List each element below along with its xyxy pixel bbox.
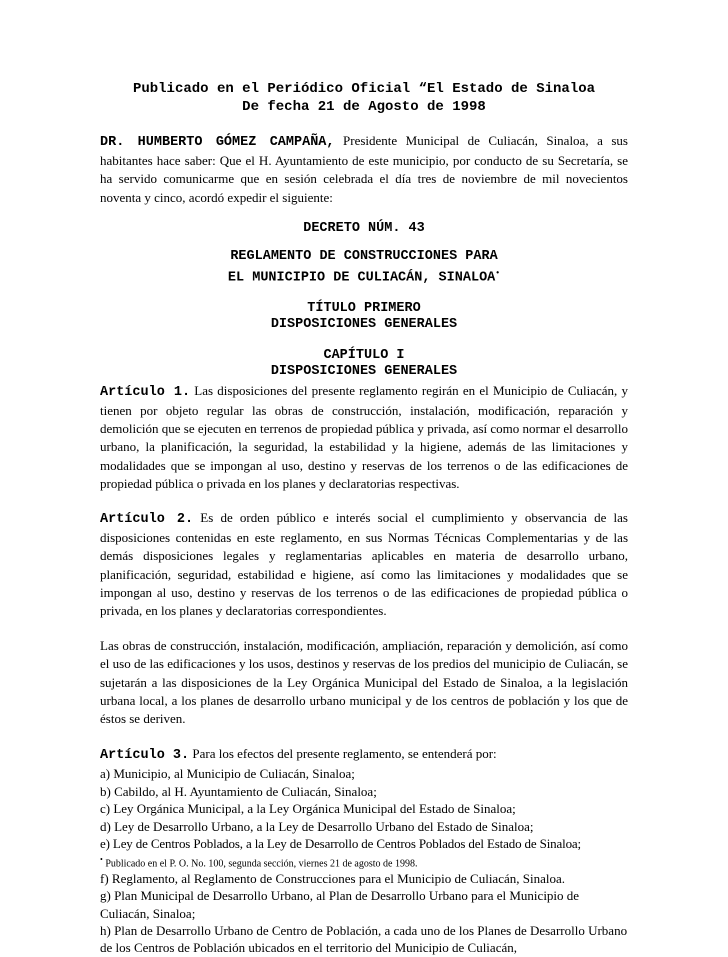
list-item: b) Cabildo, al H. Ayuntamiento de Culiacán, Sinaloa; — [100, 783, 377, 799]
intro-paragraph — [100, 132, 628, 207]
definitions-list — [100, 765, 628, 956]
articulo1-paragraph — [100, 382, 628, 493]
capitulo-line2: DISPOSICIONES GENERALES — [270, 364, 458, 380]
titulo-heading — [100, 301, 628, 334]
list-item: d) Ley de Desarrollo Urbano, a la Ley de Desarrollo Urbano del Estado de Sinaloa; — [100, 818, 534, 834]
articulo1-lead: Artículo 1. — [100, 384, 191, 400]
articulo2-paragraph — [100, 509, 628, 620]
list-item: h) Plan de Desarrollo Urbano de Centro de Población, a cada uno de los Planes de Desarrollo Urbano de los Centros de Población ubicados en el territorio del Municipio de Culiacán, — [100, 923, 628, 956]
reglamento-title — [100, 249, 628, 287]
titulo-line2: DISPOSICIONES GENERALES — [270, 317, 458, 333]
intro-text: Presidente Municipal de Culiacán, Sinaloa, a sus habitantes hace saber: Que el H. Ayuntamiento de este municipio, por conducto de su Secretaría, se ha servido comunicarme que en sesión celebrada el día tres de noviembre de mil novecientos noventa y cinco, acordó expedir el siguiente: — [100, 133, 628, 205]
intro-lead: DR. HUMBERTO GÓMEZ CAMPAÑA, — [100, 135, 335, 150]
capitulo-line1: CAPÍTULO I — [323, 347, 405, 363]
capitulo-heading — [100, 348, 628, 381]
list-item: c) Ley Orgánica Municipal, a la Ley Orgánica Municipal del Estado de Sinaloa; — [100, 801, 516, 817]
articulo3-paragraph — [100, 745, 628, 765]
list-item: f) Reglamento, al Reglamento de Construcciones para el Municipio de Culiacán, Sinaloa. — [100, 870, 565, 886]
publication-header-line1: Publicado en el Periódico Oficial “El Estado de Sinaloa — [132, 81, 596, 97]
articulo2-lead: Artículo 2. — [100, 512, 194, 528]
publication-header-line2: De fecha 21 de Agosto de 1998 — [242, 99, 486, 115]
list-item: e) Ley de Centros Poblados, a la Ley de Desarrollo de Centros Poblados del Estado de Sinaloa; — [100, 836, 582, 852]
document-page — [100, 80, 628, 957]
decreto-heading: DECRETO NÚM. 43 — [303, 220, 425, 236]
articulo3-text: Para los efectos del presente reglamento, se entenderá por: — [189, 746, 497, 762]
articulo2-paragraph2: Las obras de construcción, instalación, modificación, ampliación, reparación y demolición, así como el uso de las edificaciones y los usos, destinos y reservas de los predios del municipio de Culiacán, se sujetarán a las disposiciones de la Ley Orgánica Municipal del Estado de Sinaloa, a la legislación urbana local, a los planes de desarrollo urbano municipal y de los centros de población y los que de éstos se deriven. — [100, 638, 628, 727]
footnote-marker: • — [495, 268, 501, 278]
reglamento-line2: EL MUNICIPIO DE CULIACÁN, SINALOA• — [227, 268, 501, 286]
publication-footnote: • Publicado en el P. O. No. 100, segunda sección, viernes 21 de agosto de 1998. — [100, 854, 418, 869]
reglamento-line1: REGLAMENTO DE CONSTRUCCIONES PARA — [230, 249, 498, 265]
articulo2-text: Es de orden público e interés social el cumplimiento y observancia de las disposiciones contenidas en este reglamento, en sus Normas Técnicas Complementarias y de las demás disposiciones legales y reglamentarias aplicables en materia de desarrollo urbano, planificación, seguridad, estabilidad e higiene, así como las limitaciones y modalidades que se impongan al uso, destino y reservas de los terrenos o de las edificaciones de propiedad pública o privada, en los planes y declaratorias correspondientes. — [100, 510, 628, 619]
articulo3-lead: Artículo 3. — [100, 748, 190, 764]
list-item: g) Plan Municipal de Desarrollo Urbano, al Plan de Desarrollo Urbano para el Municipio de Culiacán, Sinaloa; — [100, 888, 580, 921]
list-item: a) Municipio, al Municipio de Culiacán, Sinaloa; — [100, 766, 355, 782]
articulo1-text: Las disposiciones del presente reglamento regirán en el Municipio de Culiacán, y tienen por objeto regular las obras de construcción, instalación, modificación, reparación y demolición que se ejecuten en terrenos de propiedad pública y privada, así como normar el desarrollo urbano, la planificación, la seguridad, la estabilidad y la higiene, además de las limitaciones y modalidades que se impongan al uso, destino y reservas de los terrenos o de las edificaciones de propiedad pública o privada en los planes y declaratorias respectivas. — [100, 382, 629, 491]
titulo-line1: TÍTULO PRIMERO — [307, 300, 421, 316]
